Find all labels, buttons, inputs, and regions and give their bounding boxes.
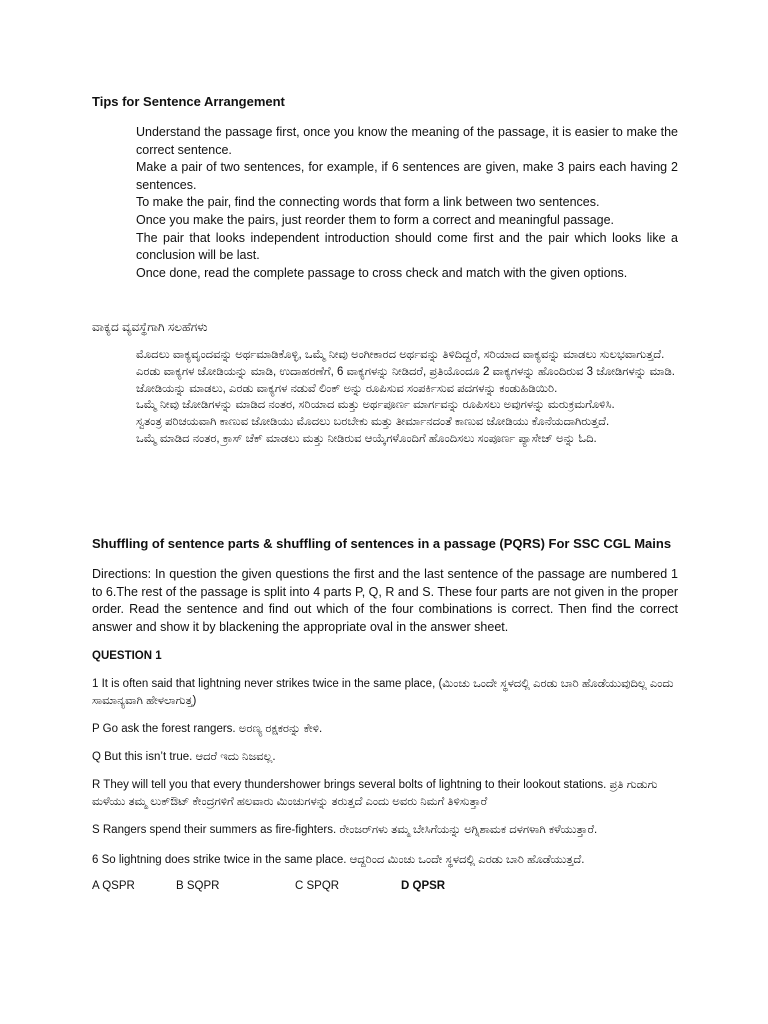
sentence-1: 1 It is often said that lightning never strikes twice in the same place, (ಮಿಂಚು ಒಂದೇ ಸ್ಥಳದಲ್ಲಿ ಎರಡು ಬಾರಿ ಹೊಡೆಯುವುದಿಲ್ಲ ಎಂದು ಸಾಮಾನ್ಯವಾಗಿ ಹೇಳಲಾಗುತ್ತ) — [92, 678, 674, 707]
part-r: R They will tell you that every thundershower brings several bolts of lightning to their lookout stations. ಪ್ರತಿ ಗುಡುಗು ಮಳೆಯು ತಮ್ಮ ಲುಕ್‌ಔಟ್ ಕೇಂದ್ರಗಳಿಗೆ ಹಲವಾರು ಮಿಂಚುಗಳನ್ನು ತರುತ್ತದೆ ಎಂದು ಅವರು ನಿಮಗೆ ತಿಳಿಸುತ್ತಾರೆ — [92, 779, 658, 808]
list-item: The pair that looks independent introduction should come first and the pair which looks like a conclusion will be last. — [136, 230, 678, 263]
sentence-6: 6 So lightning does strike twice in the same place. ಆದ್ದರಿಂದ ಮಿಂಚು ಒಂದೇ ಸ್ಥಳದಲ್ಲಿ ಎರಡು ಬಾರಿ ಹೊಡೆಯುತ್ತದೆ. — [92, 854, 585, 866]
tips-kannada-heading: ವಾಕ್ಯದ ವ್ಯವಸ್ಥೆಗಾಗಿ ಸಲಹೆಗಳು — [92, 320, 208, 334]
part-s: S Rangers spend their summers as fire-fighters. ರೇಂಜರ್‌ಗಳು ತಮ್ಮ ಬೇಸಿಗೆಯನ್ನು ಅಗ್ನಿಶಾಮಕ ದಳಗಳಾಗಿ ಕಳೆಯುತ್ತಾರೆ. — [92, 824, 598, 836]
list-item: Understand the passage first, once you know the meaning of the passage, it is easier to make the correct sentence. — [136, 125, 678, 157]
option-a: A QSPR — [92, 880, 135, 892]
section-heading: Shuffling of sentence parts & shuffling of sentences in a passage (PQRS) For SSC CGL Mains — [92, 536, 672, 551]
list-item: ಒಮ್ಮೆ ನೀವು ಜೋಡಿಗಳನ್ನು ಮಾಡಿದ ನಂತರ, ಸರಿಯಾದ ಮತ್ತು ಅರ್ಥಪೂರ್ಣ ಮಾರ್ಗವನ್ನು ರೂಪಿಸಲು ಅವುಗಳನ್ನು ಮರುಕ್ರಮಗೊಳಿಸಿ. — [136, 399, 615, 412]
list-item: Once done, read the complete passage to cross check and match with the given options. — [136, 265, 628, 280]
part-p: P Go ask the forest rangers. ಅರಣ್ಯ ರಕ್ಷಕರನ್ನು ಕೇಳಿ. — [92, 723, 323, 735]
list-item: ಜೋಡಿಯನ್ನು ಮಾಡಲು, ಎರಡು ವಾಕ್ಯಗಳ ನಡುವೆ ಲಿಂಕ್ ಅನ್ನು ರೂಪಿಸುವ ಸಂಪರ್ಕಿಸುವ ಪದಗಳನ್ನು ಕಂಡುಹಿಡಿಯಿರಿ. — [136, 382, 558, 395]
list-item: ಒಮ್ಮೆ ಮಾಡಿದ ನಂತರ, ಕ್ರಾಸ್ ಚೆಕ್ ಮಾಡಲು ಮತ್ತು ನೀಡಿರುವ ಆಯ್ಕೆಗಳೊಂದಿಗೆ ಹೊಂದಿಸಲು ಸಂಪೂರ್ಣ ಪ್ಯಾಸೇಜ್ ಅನ್ನು ಓದಿ. — [136, 432, 597, 445]
directions-paragraph: Directions: In question the given questions the first and the last sentence of the passage are numbered 1 to 6.The rest of the passage is split into 4 parts P, Q, R and S. These four parts are not given in the proper order. Read the sentence and find out which of the four combinations is correct. Then find the correct answer and show it by blackening the appropriate oval in the answer sheet. — [92, 567, 678, 634]
list-item: ಸ್ವತಂತ್ರ ಪರಿಚಯವಾಗಿ ಕಾಣುವ ಜೋಡಿಯು ಮೊದಲು ಬರಬೇಕು ಮತ್ತು ತೀರ್ಮಾನದಂತೆ ಕಾಣುವ ಜೋಡಿಯು ಕೊನೆಯದಾಗಿರುತ್ತದೆ. — [136, 416, 610, 429]
list-item: ಎರಡು ವಾಕ್ಯಗಳ ಜೋಡಿಯನ್ನು ಮಾಡಿ, ಉದಾಹರಣೆಗೆ, 6 ವಾಕ್ಯಗಳನ್ನು ನೀಡಿದರೆ, ಪ್ರತಿಯೊಂದೂ 2 ವಾಕ್ಯಗಳನ್ನು ಹೊಂದಿರುವ 3 ಜೋಡಿಗಳನ್ನು ಮಾಡಿ. — [136, 365, 675, 378]
option-b: B SQPR — [176, 880, 220, 892]
tips-english-list — [136, 124, 678, 282]
list-item: Make a pair of two sentences, for example, if 6 sentences are given, make 3 pairs each having 2 sentences. — [136, 160, 678, 192]
part-q: Q But this isn’t true. ಆದರೆ ಇದು ನಿಜವಲ್ಲ. — [92, 751, 276, 763]
option-c: C SPQR — [295, 880, 340, 892]
list-item: Once you make the pairs, just reorder them to form a correct and meaningful passage. — [136, 212, 615, 227]
tips-heading: Tips for Sentence Arrangement — [92, 94, 285, 109]
tips-kannada-list — [136, 347, 678, 448]
question-title: QUESTION 1 — [92, 650, 162, 662]
list-item: ಮೊದಲು ವಾಕ್ಯವೃಂದವನ್ನು ಅರ್ಥಮಾಡಿಕೊಳ್ಳಿ, ಒಮ್ಮೆ ನೀವು ಅಂಗೀಕಾರದ ಅರ್ಥವನ್ನು ತಿಳಿದಿದ್ದರೆ, ಸರಿಯಾದ ವಾಕ್ಯವನ್ನು ಮಾಡಲು ಸುಲಭವಾಗುತ್ತದೆ. — [136, 349, 665, 361]
answer-options — [92, 880, 652, 898]
list-item: To make the pair, find the connecting words that form a link between two sentences. — [136, 195, 600, 210]
option-d-answer: D QPSR — [401, 880, 446, 892]
